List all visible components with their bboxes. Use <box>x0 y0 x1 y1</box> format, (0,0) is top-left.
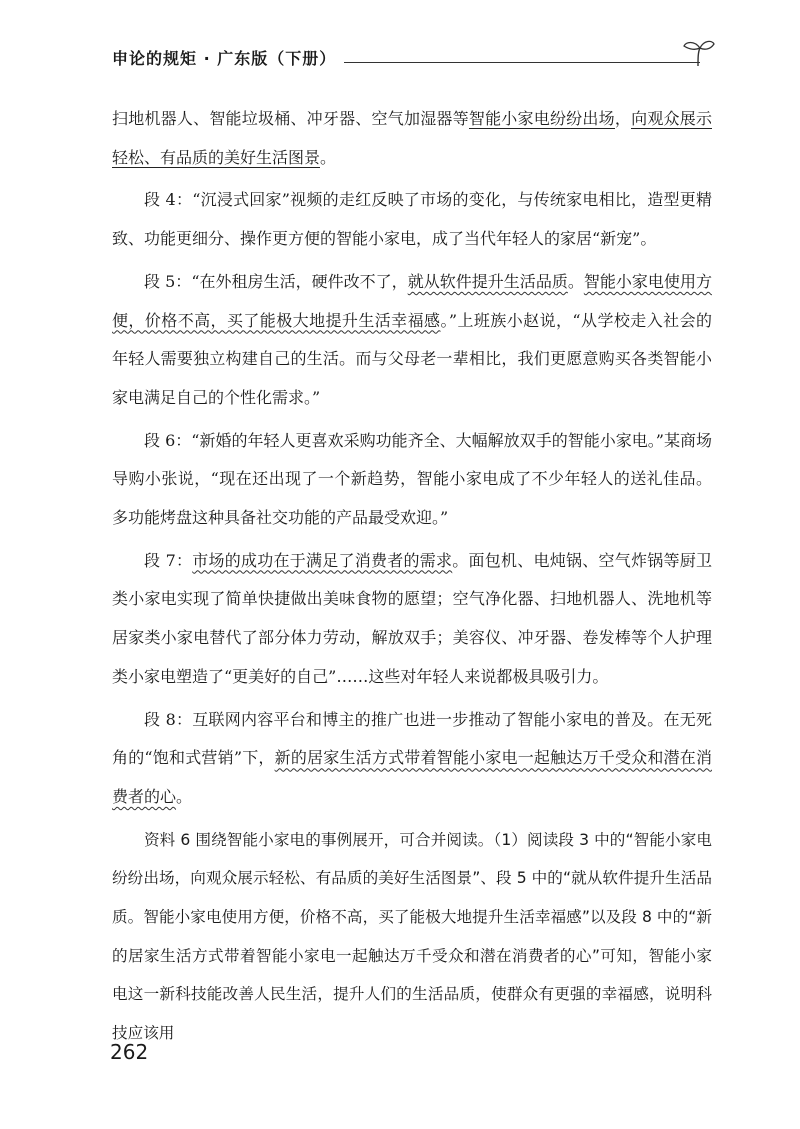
text-run: ， <box>614 109 632 128</box>
text-run: 扫地机器人、智能垃圾桶、冲牙器、空气加湿器等 <box>112 109 469 128</box>
page-body <box>112 100 712 1053</box>
paragraph-4 <box>112 181 712 258</box>
paragraph-8 <box>112 701 712 817</box>
text-run: 。”上班族小赵说，“从学校走入社会的年轻人需要独立构建自己的生活。而与父母老一辈相比，我们更愿意购买各类智能小家电满足自己的个性化需求。” <box>112 310 712 407</box>
text-run: 段 6：“新婚的年轻人更喜欢采购功能齐全、大幅解放双手的智能小家电。”某商场导购小张说，“现在还出现了一个新趋势，智能小家电成了不少年轻人的送礼佳品。多功能烤盘这种具备社交功能的产品最受欢迎。” <box>112 430 712 528</box>
text-run: 段 4：“沉浸式回家”视频的走红反映了市场的变化，与传统家电相比，造型更精致、功能更细分、操作更方便的智能小家电，成了当代年轻人的家居“新宠”。 <box>112 190 712 249</box>
page-number: 262 <box>110 1040 149 1064</box>
paragraph-5 <box>112 263 712 418</box>
paragraph-3-tail <box>112 100 712 177</box>
underlined-text: 向观众展示轻松、有品质的美好生活图景 <box>112 109 712 167</box>
text-run: 。面包机、电炖锅、空气炸锅等厨卫类小家电实现了简单快捷做出美味食物的愿望；空气净化器、扫地机器人、洗地机等居家类小家电替代了部分体力劳动，解放双手；美容仪、冲牙器、卷发棒等个人护理类小家电塑造了“更美好的自己”……这些对年轻人来说都极具吸引力。 <box>112 550 712 686</box>
paragraph-6 <box>112 422 712 538</box>
sprout-icon <box>680 36 716 68</box>
wavy-underlined-text: 市场的成功在于满足了消费者的需求 <box>192 550 453 570</box>
text-run: 。 <box>176 786 193 806</box>
text-run: 段 8：互联网内容平台和博主的推广也进一步推动了智能小家电的普及。在无死角的“饱和式营销”下， <box>112 709 712 768</box>
wavy-underlined-text: 新的居家生活方式带着智能小家电一起触达万千受众和潜在消费者的心 <box>112 748 712 806</box>
text-run: 。 <box>320 147 337 167</box>
text-run: 。 <box>567 271 584 291</box>
book-title: 申论的规矩 · 广东版（下册） <box>112 49 337 68</box>
underlined-text: 智能小家电纷纷出场 <box>468 109 615 128</box>
page-header <box>112 36 712 76</box>
analysis-paragraph: 资料 6 围绕智能小家电的事例展开，可合并阅读。（1）阅读段 3 中的“智能小家电纷纷出场，向观众展示轻松、有品质的美好生活图景”、段 5 中的“就从软件提升生活品质。智能小家电使用方便，价格不高，买了能极大地提升生活幸福感”以及段 8 中的“新的居家生活方式带着智能小家电一起触达万千受众和潜在消费者的心”可知，智能小家电这一新科技能改善人民生活，提升人们的生活品质，使群众有更强的幸福感，说明科技应该用 <box>112 830 712 1043</box>
wavy-underlined-text: 就从软件提升生活品质 <box>407 271 568 291</box>
text-run: 段 5：“在外租房生活，硬件改不了， <box>144 271 408 291</box>
wavy-underlined-text: 智能小家电使用方便，价格不高，买了能极大地提升生活幸福感 <box>112 271 712 330</box>
header-rule <box>344 62 700 63</box>
text-run: 段 7： <box>144 550 193 570</box>
paragraph-7 <box>112 542 712 697</box>
